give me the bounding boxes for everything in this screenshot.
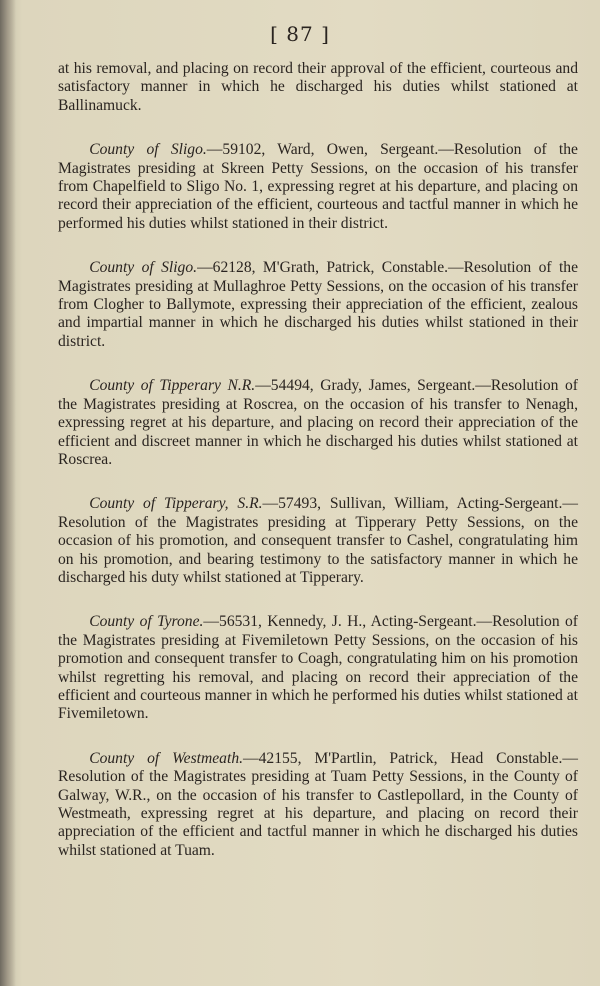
page-number: [ 87 ] bbox=[270, 22, 330, 46]
county-heading: County of Tyrone. bbox=[89, 613, 204, 631]
county-heading: County of Westmeath. bbox=[89, 749, 244, 767]
entry-text: —62128, M'Grath, Patrick, Constable.—Resolution of the Magistrates presiding at Mullaghroe Petty Sessions, on the occasion of his transfer from Clogher to Ballymote, expressing their appreciation of the efficient, zealous and impartial manner in which he discharged his duties whilst stationed in their district. bbox=[58, 259, 578, 350]
entry-tipperary-sr-sullivan bbox=[58, 495, 578, 587]
county-heading: County of Tipperary N.R. bbox=[89, 377, 256, 395]
entry-text: —54494, Grady, James, Sergeant.—Resolution of the Magistrates presiding at Roscrea, on the occasion of his transfer to Nenagh, expressing regret at his departure, and placing on record their appreciation of the efficient and discreet manner in which he discharged his duties whilst stationed at Roscrea. bbox=[58, 377, 579, 468]
entry-text: —59102, Ward, Owen, Sergeant.—Resolution of the Magistrates presiding at Skreen Petty Sessions, on the occasion of his transfer from Chapelfield to Sligo No. 1, expressing regret at his departure, and placing on record their appreciation of the efficient, courteous and tactful manner in which he performed his duties whilst stationed in their district. bbox=[58, 141, 578, 232]
entry-tipperary-nr-grady bbox=[58, 377, 578, 469]
entry-text: —57493, Sullivan, William, Acting-Sergeant.—Resolution of the Magistrates presiding at Tipperary Petty Sessions, on the occasion of his promotion, and consequent transfer to Cashel, congratulating him on his promotion, and bearing testimony to the satisfactory manner in which he discharged his duty whilst stationed at Tipperary. bbox=[58, 495, 579, 586]
entry-text: —42155, M'Partlin, Patrick, Head Constable.—Resolution of the Magistrates presiding at Tuam Petty Sessions, in the County of Galway, W.R., on the occasion of his transfer to Castlepollard, in the County of Westmeath, expressing regret at his departure, and placing on record their appreciation of the efficient and tactful manner in which he discharged his duties whilst stationed at Tuam. bbox=[58, 749, 578, 859]
entry-sligo-mgrath bbox=[58, 259, 578, 351]
county-heading: County of Tipperary, S.R. bbox=[89, 495, 263, 513]
county-heading: County of Sligo. bbox=[89, 141, 207, 159]
binding-gutter bbox=[0, 0, 16, 986]
entry-westmeath-mpartlin bbox=[58, 750, 578, 860]
paragraph-text: at his removal, and placing on record their approval of the efficient, courteous and satisfactory manner in which he discharged his duties whilst stationed at Ballinamuck. bbox=[58, 60, 578, 114]
entry-sligo-ward bbox=[58, 141, 578, 233]
page-body bbox=[58, 60, 578, 860]
entry-text: —56531, Kennedy, J. H., Acting-Sergeant.—Resolution of the Magistrates presiding at Fivemiletown Petty Sessions, on the occasion of his promotion and consequent transfer to Coagh, congratulating him on his promotion whilst regretting his removal, and placing on record their appreciation of the efficient and courteous manner in which he performed his duties whilst stationed at Fivemiletown. bbox=[58, 613, 578, 723]
county-heading: County of Sligo. bbox=[89, 259, 198, 277]
continuation-paragraph bbox=[58, 60, 578, 115]
entry-tyrone-kennedy bbox=[58, 613, 578, 723]
